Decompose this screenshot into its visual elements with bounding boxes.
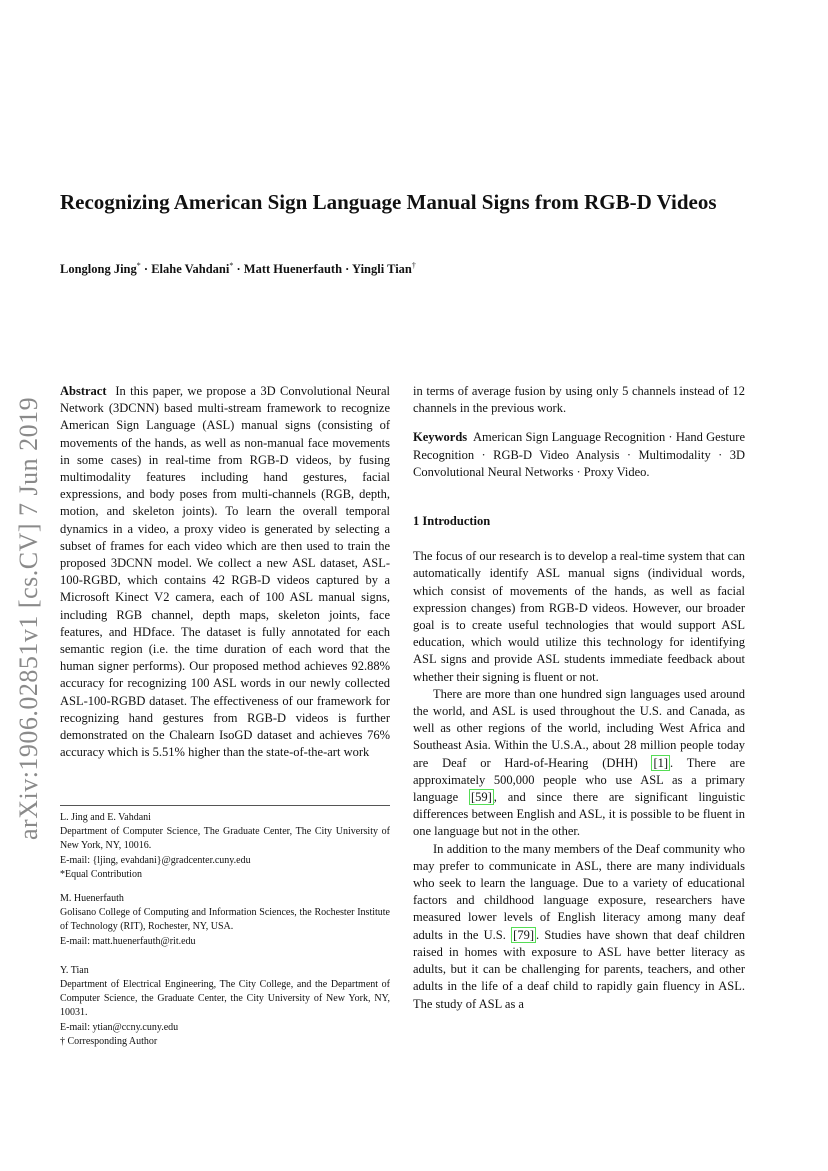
footnote-line: E-mail: ytian@ccny.cuny.edu <box>60 1021 179 1033</box>
footnote-line: Department of Computer Science, The Graduate Center, The City University of New York, NY, 10016. <box>60 826 390 852</box>
abstract-label: Abstract <box>60 384 107 398</box>
paper-title: Recognizing American Sign Language Manual Signs from RGB-D Videos <box>60 190 717 214</box>
text-run: There are more than one hundred sign languages used around the world, and ASL is used throughout the U.S. and Canada, as well as other regions of the world, including West Africa and Southeast Asia. Within the U.S.A., about 28 million people today are Deaf or Hard-of-Hearing (DHH) <box>413 686 745 770</box>
text-run: , and since there are significant linguistic differences between English and ASL, it is possible to be fluent in one language but not in the other. <box>413 790 746 839</box>
footnote-line: L. Jing and E. Vahdani <box>60 812 151 823</box>
author-name: Longlong Jing <box>60 262 137 277</box>
intro-paragraph-1: The focus of our research is to develop a real-time system that can automatically identify ASL manual signs (individual words, which consist of movements of the hands, as well as facial expression changes) from RGB-D videos. However, our broader goal is to create useful technologies that would support ASL education, which would utilize this technology for identifying ASL signs and provide ASL students immediate feedback about whether their signing is fluent or not. <box>413 549 745 684</box>
citation-link[interactable]: [59] <box>470 790 492 805</box>
author-list <box>60 261 760 277</box>
citation-link[interactable]: [79] <box>513 927 534 942</box>
keywords-text: American Sign Language Recognition · Hand Gesture Recognition · RGB-D Video Analysis · Multimodality · 3D Convolutional Neural Networks · Proxy Video. <box>413 430 745 479</box>
footnote-line: M. Huenerfauth <box>60 893 124 905</box>
right-column <box>413 383 745 1013</box>
footnote-line: Golisano College of Computing and Information Sciences, the Rochester Institute of Technology (RIT), Rochester, NY, USA. <box>60 907 390 933</box>
footnote-line: Department of Electrical Engineering, The City College, and the Department of Computer Science, the Graduate Center, the City University of New York, NY, 10031. <box>60 979 390 1019</box>
intro-paragraph-3 <box>413 841 745 1013</box>
footnote-affiliation-1 <box>60 811 390 882</box>
abstract-text: In this paper, we propose a 3D Convolutional Neural Network (3DCNN) based multi-stream framework to recognize American Sign Language (ASL) manual signs (consisting of movements of the hands, as well as non-manual face movements in some cases) in real-time from RGB-D videos, by fusing multimodality features including hand gestures, facial expressions, and body poses from multi-channels (RGB, depth, motion, and skeleton joints). To learn the overall temporal dynamics in a video, a proxy video is generated by selecting a subset of frames for each video which are then used to train the proposed 3DCNN model. We collect a new ASL dataset, ASL-100-RGBD, which contains 42 RGB-D videos captured by a Microsoft Kinect V2 camera, each of 100 ASL manual signs, including RGB channel, depth maps, skeleton joints, face features, and HDface. The dataset is fully annotated for each semantic region (i.e. the time duration of each word that the human signer performs). Our proposed method achieves 92.88% accuracy for recognizing 100 ASL words in our newly collected ASL-100-RGBD dataset. The effectiveness of our framework for recognizing hand gestures from RGB-D videos is further demonstrated on the Chalearn IsoGD dataset and achieves 76% accuracy which is 5.51% higher than the state-of-the-art work <box>60 384 390 760</box>
author-name: Yingli Tian <box>352 262 412 277</box>
text-run: . There are approximately 500,000 people who use ASL as a primary language <box>413 755 745 805</box>
text-run: In addition to the many members of the Deaf community who may prefer to communicate in ASL, there are many individuals who seek to learn the language. Due to a variety of educational factors and childhood language exposure, researchers have measured lower levels of English literacy among many deaf adults in the U.S. <box>413 841 745 942</box>
author-mark: † <box>411 261 416 270</box>
footnote-line: E-mail: {ljing, evahdani}@gradcenter.cuny.edu <box>60 854 251 866</box>
intro-paragraph-2 <box>413 686 745 841</box>
citation-link[interactable]: [1] <box>653 755 669 770</box>
footnote-line: † Corresponding Author <box>60 1035 158 1047</box>
author-name: Elahe Vahdani <box>151 262 230 277</box>
author-separator: · <box>342 262 352 277</box>
abstract-continuation: in terms of average fusion by using only 5 channels instead of 12 channels in the previous work. <box>413 384 745 416</box>
footnote-line: E-mail: matt.huenerfauth@rit.edu <box>60 935 196 947</box>
section-heading: 1 Introduction <box>413 514 491 529</box>
author-name: Matt Huenerfauth <box>243 262 343 277</box>
arxiv-identifier: arXiv:1906.02851v1 [cs.CV] 7 Jun 2019 <box>14 396 43 840</box>
footnote-line: Y. Tian <box>60 964 89 976</box>
author-separator: · <box>233 262 244 277</box>
footnote-affiliation-2 <box>60 892 390 949</box>
footnote-line: *Equal Contribution <box>60 868 142 880</box>
left-column <box>60 383 390 761</box>
keywords-label: Keywords <box>413 430 468 445</box>
author-mark: * <box>229 261 234 270</box>
author-footnotes <box>60 811 390 1059</box>
abstract <box>60 383 390 761</box>
author-separator: · <box>140 262 152 277</box>
author-mark: * <box>136 261 141 270</box>
keywords <box>413 429 745 481</box>
footnote-affiliation-3 <box>60 964 390 1049</box>
text-run: . Studies have shown that deaf children raised in homes with exposure to ASL have better literacy as adults, but it can be challenging for parents, teachers, and other adults in the life of a deaf child to rapidly gain fluency in ASL. The study of ASL as a <box>413 927 745 1011</box>
footnote-divider <box>60 805 390 806</box>
